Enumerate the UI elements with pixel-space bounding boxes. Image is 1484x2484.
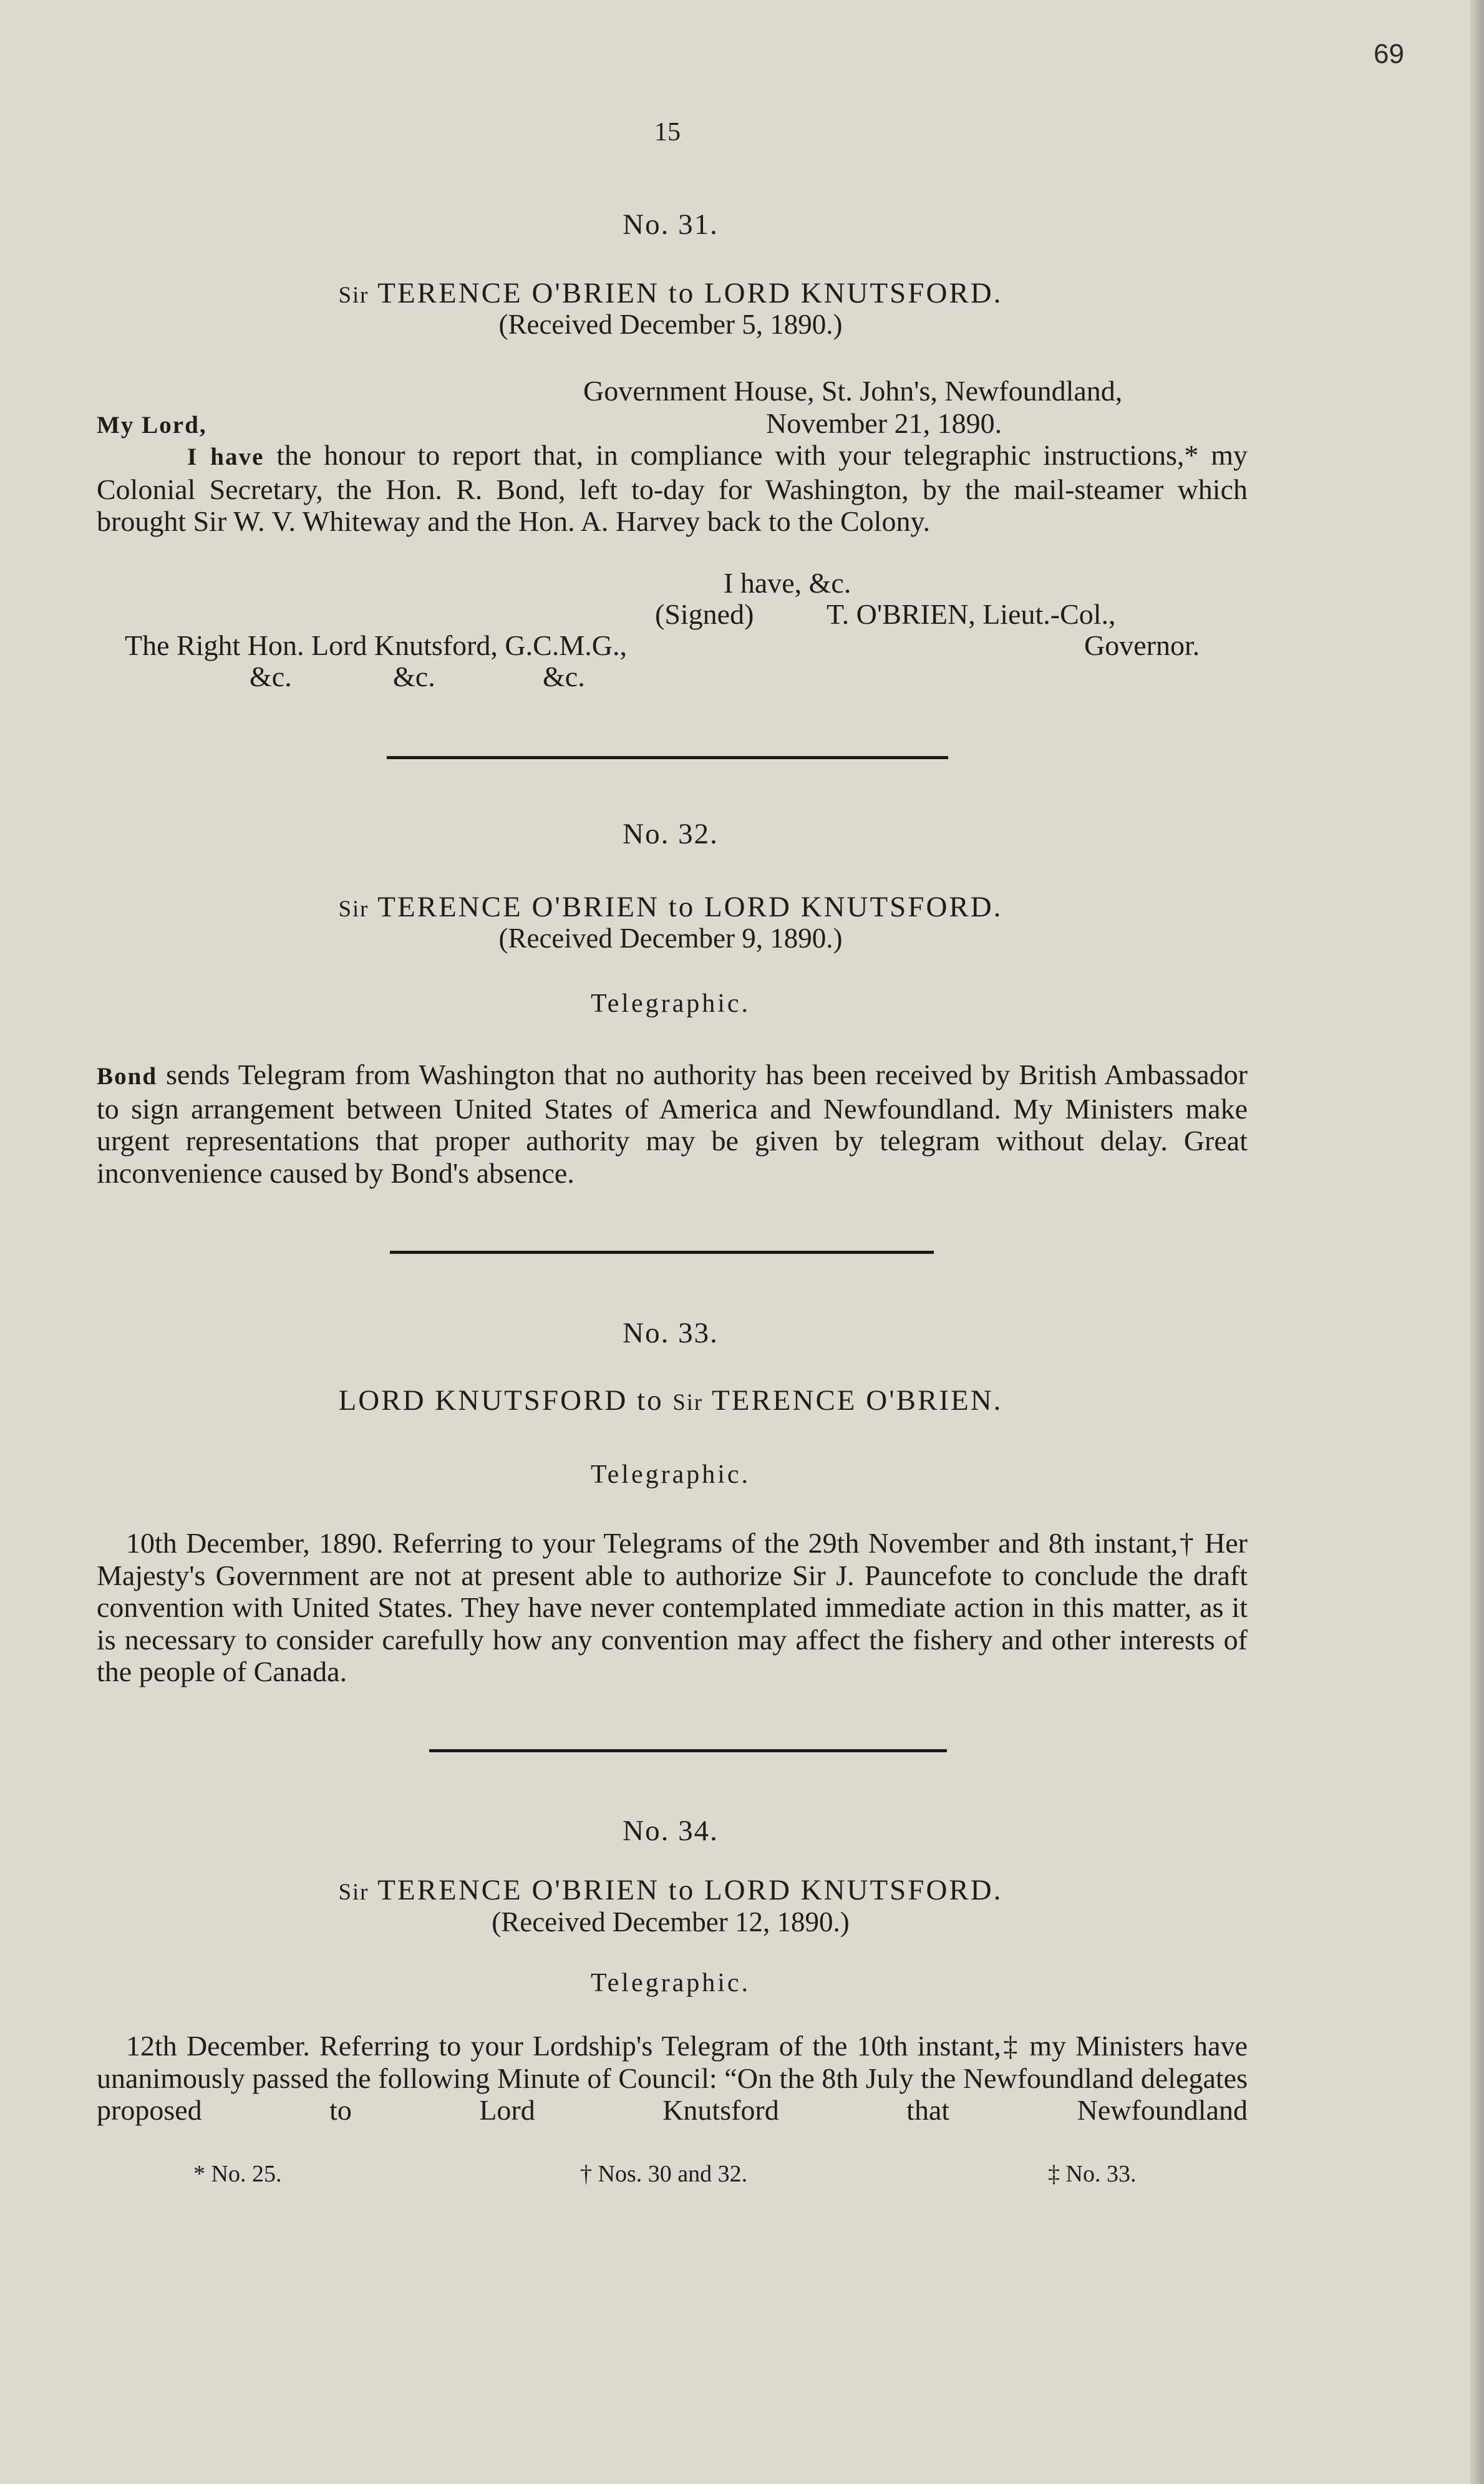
s31-signer: T. O'BRIEN, Lieut.-Col., xyxy=(827,598,1116,630)
s31-governor: Governor. xyxy=(1084,629,1200,661)
s34-heading xyxy=(94,1873,1248,1907)
s31-heading-title: Sir xyxy=(338,282,369,308)
page-edge-shadow xyxy=(1470,0,1484,2484)
section-divider xyxy=(390,1251,934,1254)
s31-address: Government House, St. John's, Newfoundland, xyxy=(583,375,1123,407)
s31-salutation-text: My Lord, xyxy=(97,412,207,439)
s31-body-text: the honour to report that, in compliance with your telegraphic instructions,* my Colonial Secretary, the Hon. R. Bond, left to-day for Washington, by the mail-steamer which brought Sir W. V. Whiteway and the Hon. A. Harvey back to the Colony. xyxy=(97,439,1248,537)
s34-received: (Received December 12, 1890.) xyxy=(492,1906,850,1938)
s31-body-cap: I have xyxy=(187,444,264,470)
s31-etc-1: &c. xyxy=(250,661,292,692)
s32-body-cap: Bond xyxy=(97,1063,158,1090)
s31-etc-2: &c. xyxy=(393,661,435,692)
s33-body: 10th December, 1890. Referring to your Telegrams of the 29th November and 8th instant,† Her Majesty's Government are not at present able to authorize Sir J. Pauncefote to conclude the draft convention with United States. They have never contemplated immediate action in this matter, as it is necessary to consider carefully how any convention may affect the fishery and other interests of the people of Canada. xyxy=(97,1527,1248,1687)
book-page-number: 15 xyxy=(654,118,681,147)
s32-received: (Received December 9, 1890.) xyxy=(498,923,843,954)
s34-type: Telegraphic. xyxy=(590,1969,751,1997)
s32-heading xyxy=(94,890,1248,924)
s33-number: No. 33. xyxy=(623,1317,719,1349)
footnote-3: ‡ No. 33. xyxy=(1048,2161,1137,2187)
s32-heading-title: Sir xyxy=(338,896,369,921)
footnote-2: † Nos. 30 and 32. xyxy=(580,2161,748,2187)
s31-received: (Received December 5, 1890.) xyxy=(498,309,843,340)
s32-type: Telegraphic. xyxy=(590,989,751,1018)
s33-heading-b: TERENCE O'BRIEN. xyxy=(703,1384,1003,1417)
s31-signed: (Signed) xyxy=(655,598,754,630)
s33-type: Telegraphic. xyxy=(590,1460,751,1489)
s31-heading-rest: TERENCE O'BRIEN to LORD KNUTSFORD. xyxy=(369,277,1003,309)
s32-number: No. 32. xyxy=(623,818,719,850)
s34-number: No. 34. xyxy=(623,1815,719,1847)
s33-heading-a: LORD KNUTSFORD to xyxy=(338,1384,673,1417)
section-divider xyxy=(429,1749,947,1752)
footnote-1: * No. 25. xyxy=(193,2161,282,2187)
s31-date: November 21, 1890. xyxy=(766,407,1002,439)
s33-heading xyxy=(94,1384,1248,1417)
s32-body xyxy=(97,1059,1248,1189)
s34-heading-title: Sir xyxy=(338,1879,369,1904)
page-number: 69 xyxy=(1374,39,1404,69)
s31-closing: I have, &c. xyxy=(724,567,851,599)
s31-heading xyxy=(94,276,1248,310)
section-divider xyxy=(387,756,948,759)
s31-etc-3: &c. xyxy=(543,661,585,692)
s31-number: No. 31. xyxy=(623,208,719,241)
s31-addressee: The Right Hon. Lord Knutsford, G.C.M.G., xyxy=(125,629,627,661)
s32-heading-rest: TERENCE O'BRIEN to LORD KNUTSFORD. xyxy=(369,891,1003,923)
s33-heading-title: Sir xyxy=(672,1389,704,1415)
s31-body xyxy=(97,439,1248,538)
s34-heading-rest: TERENCE O'BRIEN to LORD KNUTSFORD. xyxy=(369,1874,1003,1906)
s31-salutation xyxy=(97,407,207,440)
s34-body: 12th December. Referring to your Lordship's Telegram of the 10th instant,‡ my Ministers have unanimously passed the following Minute of Council: “On the 8th July the Newfoundland delegates proposed to Lord Knutsford that Newfoundland xyxy=(97,2030,1248,2126)
s32-body-text: sends Telegram from Washington that no authority has been received by British Ambassador to sign arrangement between United States of America and Newfoundland. My Ministers make urgent representations that proper authority may be given by telegram without delay. Great inconvenience caused by Bond's absence. xyxy=(97,1059,1248,1189)
